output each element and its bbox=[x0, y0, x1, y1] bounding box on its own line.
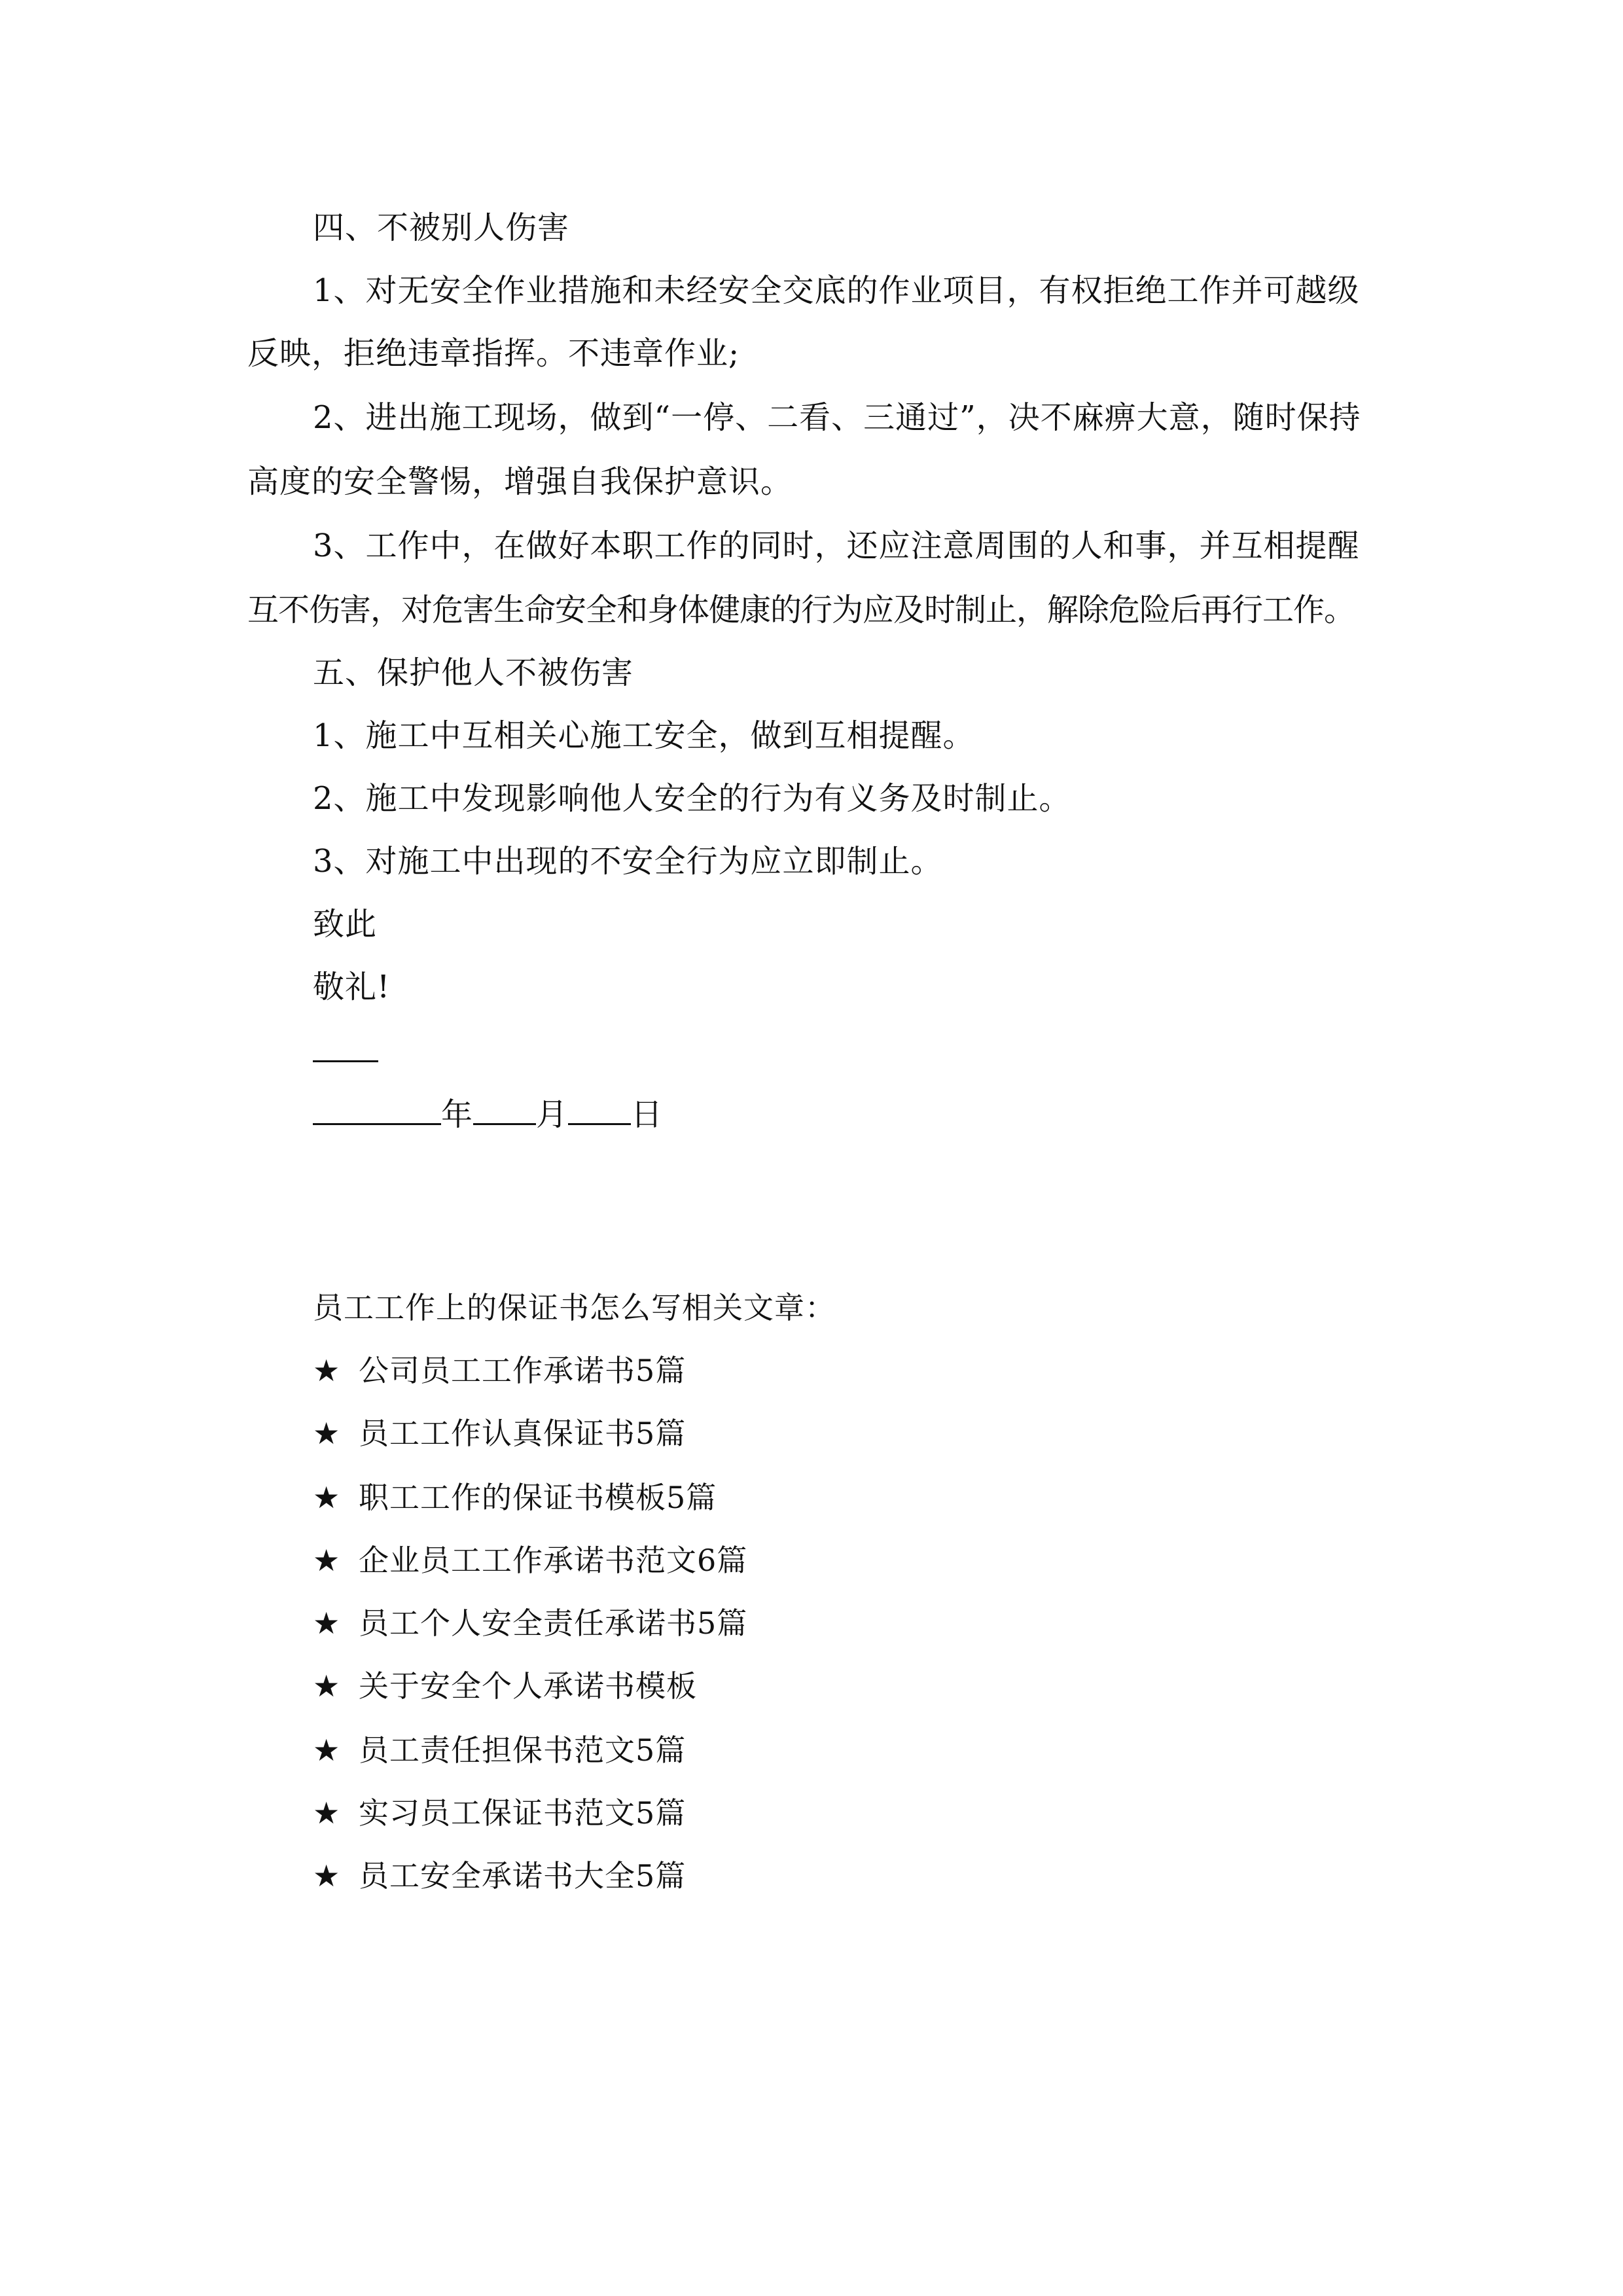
section-5-heading: 五、保护他人不被伤害 bbox=[313, 655, 634, 691]
section-5-item-2: 2、施工中发现影响他人安全的行为有义务及时制止。 bbox=[313, 780, 1071, 817]
related-link-text[interactable]: 公司员工工作承诺书5篇 bbox=[359, 1353, 687, 1388]
year-blank bbox=[313, 1094, 441, 1125]
section-4-heading: 四、不被别人伤害 bbox=[313, 209, 570, 246]
star-icon: ★ bbox=[313, 1668, 341, 1704]
related-heading: 员工工作上的保证书怎么写相关文章： bbox=[313, 1290, 836, 1325]
year-label: 年 bbox=[441, 1096, 474, 1133]
related-link-text[interactable]: 员工安全承诺书大全5篇 bbox=[359, 1858, 687, 1893]
section-5-item-3: 3、对施工中出现的不安全行为应立即制止。 bbox=[313, 843, 943, 880]
related-link[interactable] bbox=[313, 1793, 686, 1833]
day-label: 日 bbox=[631, 1096, 664, 1133]
related-link[interactable] bbox=[313, 1478, 717, 1517]
section-4-item-2-line-1: 2、进出施工现场，做到“一停、二看、三通过”，决不麻痹大意，随时保持 bbox=[313, 399, 1361, 436]
signature-blank bbox=[313, 1031, 378, 1062]
star-icon: ★ bbox=[313, 1480, 341, 1515]
related-link[interactable] bbox=[313, 1541, 747, 1580]
related-link-text[interactable]: 员工责任担保书范文5篇 bbox=[359, 1732, 687, 1768]
related-link[interactable] bbox=[313, 1666, 697, 1706]
related-link[interactable] bbox=[313, 1731, 686, 1770]
section-4-item-1-line-2: 反映，拒绝违章指挥。不违章作业; bbox=[247, 335, 740, 372]
star-icon: ★ bbox=[313, 1416, 341, 1451]
closing-line-2: 敬礼! bbox=[313, 969, 391, 1005]
star-icon: ★ bbox=[313, 1605, 341, 1641]
section-4-item-3-line-2: 互不伤害，对危害生命安全和身体健康的行为应及时制止，解除危险后再行工作。 bbox=[247, 592, 1355, 628]
section-4-item-2-line-2: 高度的安全警惕，增强自我保护意识。 bbox=[247, 463, 793, 500]
day-blank bbox=[568, 1094, 631, 1125]
star-icon: ★ bbox=[313, 1795, 341, 1831]
related-link-text[interactable]: 关于安全个人承诺书模板 bbox=[359, 1668, 697, 1704]
related-link-text[interactable]: 企业员工工作承诺书范文6篇 bbox=[359, 1543, 748, 1578]
related-link-text[interactable]: 员工工作认真保证书5篇 bbox=[359, 1416, 687, 1451]
related-link-text[interactable]: 员工个人安全责任承诺书5篇 bbox=[359, 1605, 748, 1641]
related-link-text[interactable]: 实习员工保证书范文5篇 bbox=[359, 1795, 687, 1831]
section-5-item-1: 1、施工中互相关心施工安全，做到互相提醒。 bbox=[313, 717, 975, 754]
star-icon: ★ bbox=[313, 1543, 341, 1578]
star-icon: ★ bbox=[313, 1732, 341, 1768]
star-icon: ★ bbox=[313, 1353, 341, 1388]
related-link[interactable] bbox=[313, 1856, 686, 1895]
related-link[interactable] bbox=[313, 1351, 686, 1390]
related-link-text[interactable]: 职工工作的保证书模板5篇 bbox=[359, 1480, 717, 1515]
month-blank bbox=[473, 1094, 536, 1125]
date-line bbox=[313, 1094, 1452, 1134]
month-label: 月 bbox=[536, 1096, 569, 1133]
closing-line-1: 致此 bbox=[313, 906, 378, 942]
related-link[interactable] bbox=[313, 1414, 686, 1453]
section-4-item-3-line-1: 3、工作中，在做好本职工作的同时，还应注意周围的人和事，并互相提醒 bbox=[313, 528, 1360, 564]
signature-line bbox=[313, 1031, 1452, 1071]
star-icon: ★ bbox=[313, 1858, 341, 1893]
related-link[interactable] bbox=[313, 1604, 747, 1643]
section-4-item-1-line-1: 1、对无安全作业措施和未经安全交底的作业项目，有权拒绝工作并可越级 bbox=[313, 272, 1360, 309]
